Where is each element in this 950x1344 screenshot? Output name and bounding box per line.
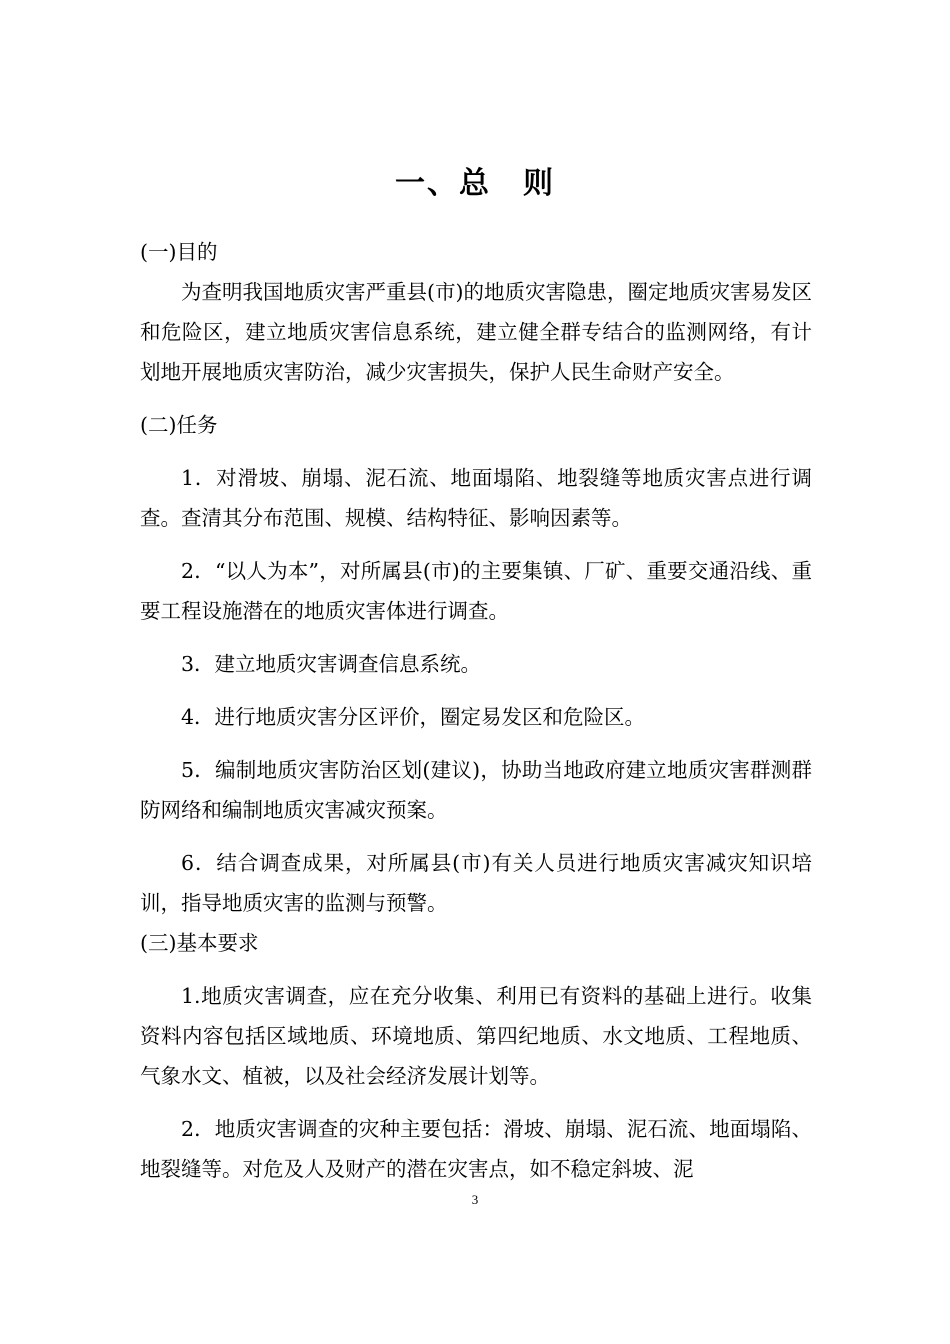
section-heading-purpose: (一)目的 <box>140 240 218 264</box>
document-body <box>140 232 812 1202</box>
task-item-2: 2．“以人为本”，对所属县(市)的主要集镇、厂矿、重要交通沿线、重要工程设施潜在的地质灾害体进行调查。 <box>140 559 812 623</box>
requirement-item-1: 1.地质灾害调查，应在充分收集、利用已有资料的基础上进行。收集资料内容包括区域地质、环境地质、第四纪地质、水文地质、工程地质、气象水文、植被，以及社会经济发展计划等。 <box>140 984 812 1088</box>
purpose-paragraph: 为查明我国地质灾害严重县(市)的地质灾害隐患，圈定地质灾害易发区和危险区，建立地质灾害信息系统，建立健全群专结合的监测网络，有计划地开展地质灾害防治，减少灾害损失，保护人民生命财产安全。 <box>140 280 812 384</box>
requirement-item-2: 2．地质灾害调查的灾种主要包括：滑坡、崩塌、泥石流、地面塌陷、地裂缝等。对危及人及财产的潜在灾害点，如不稳定斜坡、泥 <box>140 1117 812 1181</box>
task-item-5: 5．编制地质灾害防治区划(建议)，协助当地政府建立地质灾害群测群防网络和编制地质灾害减灾预案。 <box>140 758 812 822</box>
page-title: 一、总 则 <box>395 166 555 201</box>
task-item-6: 6．结合调查成果，对所属县(市)有关人员进行地质灾害减灾知识培训，指导地质灾害的监测与预警。 <box>140 851 812 915</box>
section-heading-tasks: (二)任务 <box>140 413 218 437</box>
task-item-1: 1．对滑坡、崩塌、泥石流、地面塌陷、地裂缝等地质灾害点进行调查。查清其分布范围、规模、结构特征、影响因素等。 <box>140 466 812 530</box>
page-number: 3 <box>471 1192 479 1207</box>
task-item-4: 4．进行地质灾害分区评价，圈定易发区和危险区。 <box>181 705 646 729</box>
section-heading-requirements: (三)基本要求 <box>140 931 259 955</box>
task-item-3: 3．建立地质灾害调查信息系统。 <box>181 652 482 676</box>
